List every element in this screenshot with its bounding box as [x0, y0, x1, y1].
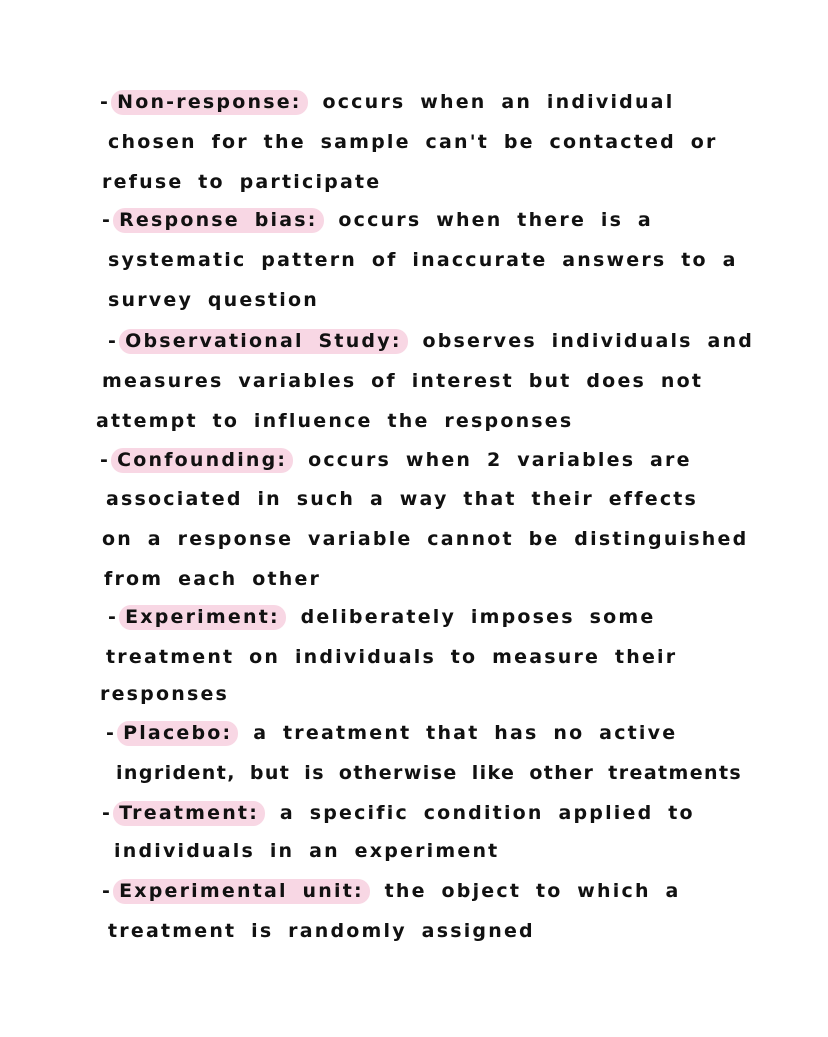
- definition-text: from each other: [104, 568, 322, 590]
- definition-first-line: [102, 800, 695, 826]
- definition-text: systematic pattern of inaccurate answers to a: [108, 249, 738, 271]
- definition-text: associated in such a way that their effects: [106, 488, 699, 510]
- definition-text: survey question: [108, 289, 319, 311]
- term-highlight: Experiment:: [119, 605, 286, 630]
- definition-first-line: [100, 447, 692, 473]
- definition-text: individuals in an experiment: [114, 840, 500, 862]
- definition-text: responses: [100, 683, 230, 705]
- definition-text: the object to which a: [384, 880, 681, 902]
- definition-first-line: [100, 89, 674, 115]
- definition-text: measures variables of interest but does not: [102, 370, 704, 392]
- bullet-dash: -: [102, 880, 113, 902]
- definition-text: deliberately imposes some: [300, 606, 656, 628]
- definition-text: ingrident, but is otherwise like other treatments: [116, 762, 743, 784]
- definition-text: a specific condition applied to: [279, 802, 695, 824]
- bullet-dash: -: [100, 91, 111, 113]
- bullet-dash: -: [100, 449, 111, 471]
- term-highlight: Response bias:: [113, 208, 323, 233]
- definition-first-line: [108, 328, 754, 354]
- term-highlight: Treatment:: [113, 801, 265, 826]
- term-highlight: Placebo:: [117, 721, 238, 746]
- definition-text: occurs when 2 variables are: [308, 449, 692, 471]
- definition-text: treatment on individuals to measure their: [106, 646, 678, 668]
- term-highlight: Confounding:: [111, 448, 293, 473]
- definition-text: on a response variable cannot be distinguished: [102, 528, 749, 550]
- bullet-dash: -: [108, 606, 119, 628]
- bullet-dash: -: [102, 802, 113, 824]
- definition-text: occurs when an individual: [322, 91, 675, 113]
- bullet-dash: -: [108, 330, 119, 352]
- definition-text: refuse to participate: [102, 171, 382, 193]
- term-highlight: Non-response:: [111, 90, 308, 115]
- definition-text: occurs when there is a: [338, 209, 653, 231]
- definition-text: observes individuals and: [422, 330, 755, 352]
- definition-text: treatment is randomly assigned: [108, 920, 535, 942]
- definition-first-line: [102, 878, 681, 904]
- definition-text: a treatment that has no active: [253, 722, 678, 744]
- definition-text: chosen for the sample can't be contacted or: [108, 131, 718, 153]
- bullet-dash: -: [106, 722, 117, 744]
- definition-text: attempt to influence the responses: [96, 410, 574, 432]
- term-highlight: Observational Study:: [119, 329, 408, 354]
- definition-first-line: [102, 207, 653, 233]
- term-highlight: Experimental unit:: [113, 879, 370, 904]
- definition-first-line: [108, 604, 655, 630]
- bullet-dash: -: [102, 209, 113, 231]
- definition-first-line: [106, 720, 677, 746]
